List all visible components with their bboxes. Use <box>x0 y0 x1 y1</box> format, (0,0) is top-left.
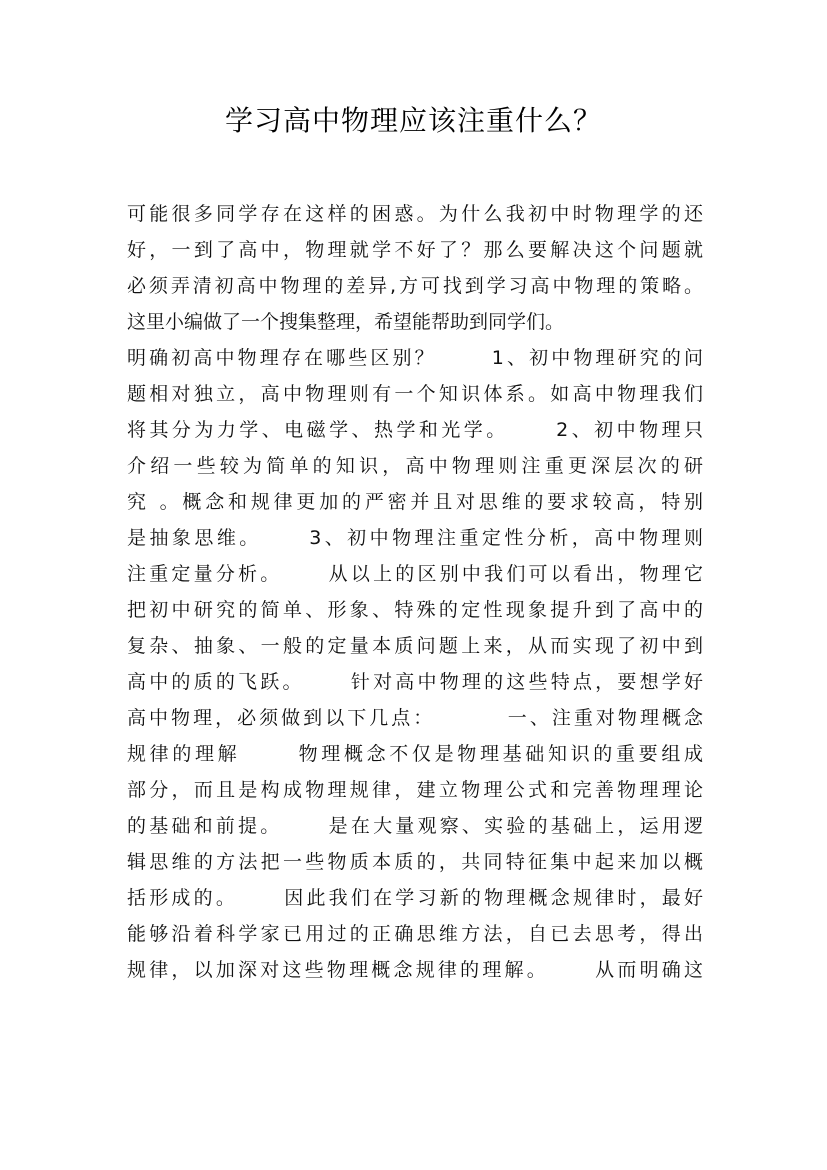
body-line: 注重定量分析。 从以上的区别中我们可以看出，物理它 <box>127 563 703 585</box>
body-line: 规律，以加深对这些物理概念规律的理解。 从而明确这 <box>127 959 703 981</box>
body-line: 高中物理，必须做到以下几点： 一、注重对物理概念 <box>127 707 703 729</box>
body-line: 能够沿着科学家已用过的正确思维方法，自已去思考，得出 <box>127 923 703 945</box>
body-line: 好，一到了高中，物理就学不好了？那么要解决这个问题就 <box>127 239 703 261</box>
body-line: 题相对独立，高中物理则有一个知识体系。如高中物理我们 <box>127 383 703 405</box>
body-line: 部分，而且是构成物理规律，建立物理公式和完善物理理论 <box>127 779 703 801</box>
document-body <box>127 196 703 988</box>
body-line: 辑思维的方法把一些物质本质的，共同特征集中起来加以概 <box>127 851 703 873</box>
body-line: 复杂、抽象、一般的定量本质问题上来，从而实现了初中到 <box>127 635 703 657</box>
body-line: 这里小编做了一个搜集整理，希望能帮助到同学们。 <box>127 311 565 333</box>
page-title: 学习高中物理应该注重什么？ <box>224 104 602 137</box>
body-line: 的基础和前提。 是在大量观察、实验的基础上，运用逻 <box>127 815 703 837</box>
body-line: 究 。概念和规律更加的严密并且对思维的要求较高，特别 <box>127 491 703 513</box>
body-line: 把初中研究的简单、形象、特殊的定性现象提升到了高中的 <box>127 599 703 621</box>
body-line: 明确初高中物理存在哪些区别？ 1、初中物理研究的问 <box>127 347 703 369</box>
body-line: 必须弄清初高中物理的差异,方可找到学习高中物理的策略。 <box>127 275 703 297</box>
body-line: 高中的质的飞跃。 针对高中物理的这些特点，要想学好 <box>127 671 703 693</box>
body-line: 规律的理解 物理概念不仅是物理基础知识的重要组成 <box>127 743 703 765</box>
body-line: 将其分为力学、电磁学、热学和光学。 2、初中物理只 <box>127 419 703 441</box>
body-line: 可能很多同学存在这样的困惑。为什么我初中时物理学的还 <box>127 203 703 225</box>
body-line: 介绍一些较为简单的知识，高中物理则注重更深层次的研 <box>127 455 703 477</box>
body-line: 是抽象思维。 3、初中物理注重定性分析，高中物理则 <box>127 527 703 549</box>
body-line: 括形成的。 因此我们在学习新的物理概念规律时，最好 <box>127 887 703 909</box>
